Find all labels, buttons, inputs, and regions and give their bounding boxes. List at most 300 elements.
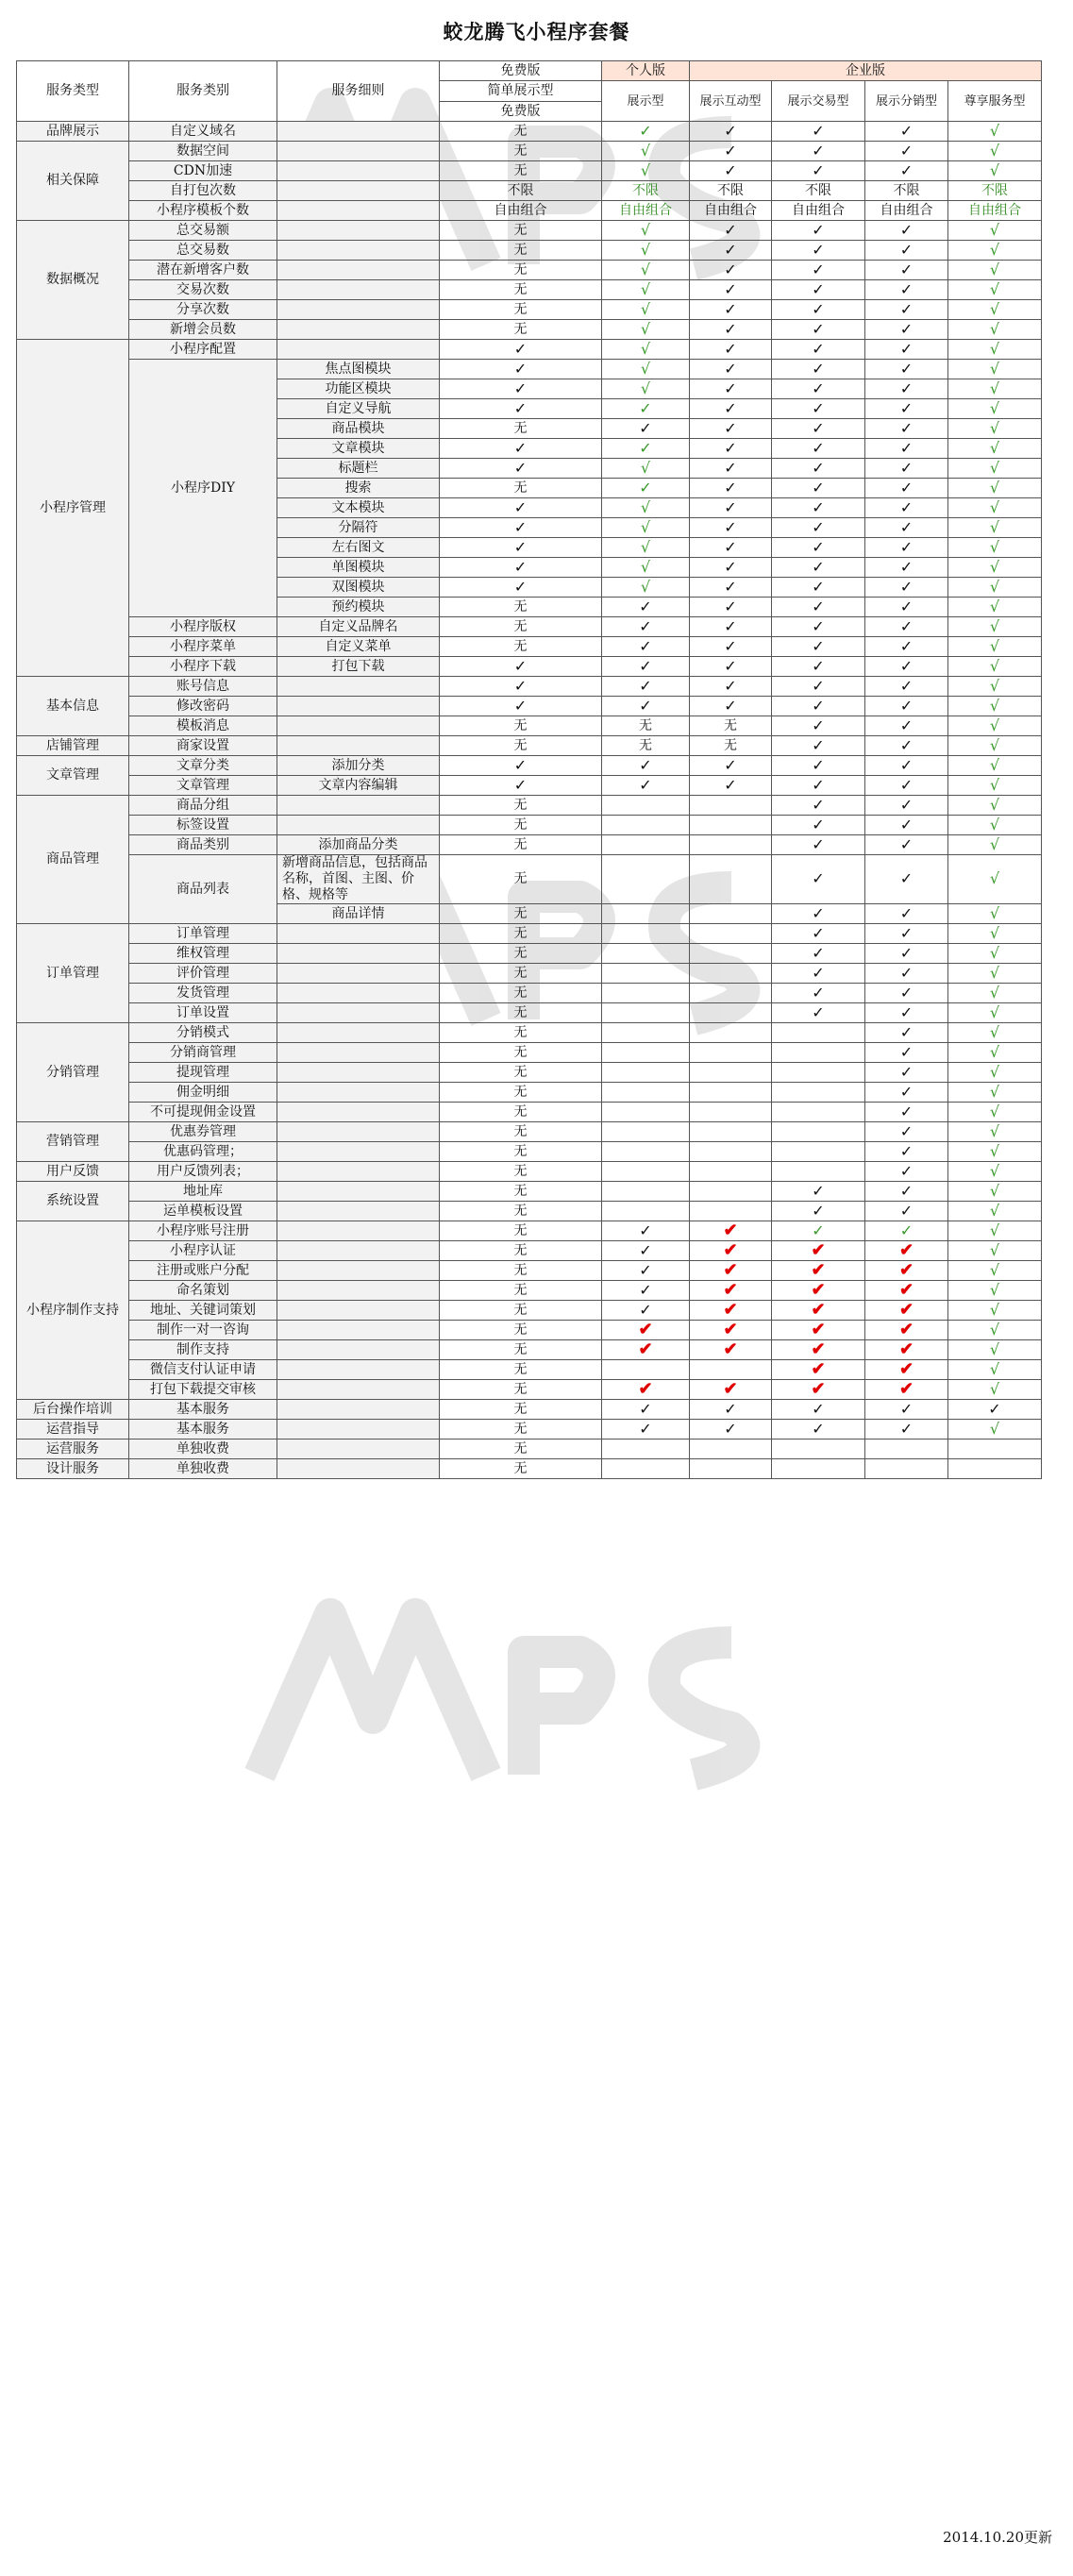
check-icon: √ <box>640 458 651 477</box>
service-type-cell: 用户反馈 <box>17 1162 129 1182</box>
check-icon: √ <box>640 299 651 318</box>
check-icon: √ <box>989 1141 1000 1160</box>
check-icon: ✓ <box>899 869 914 887</box>
table-row <box>17 1261 1042 1281</box>
feature-mark <box>690 637 772 657</box>
feature-mark <box>948 538 1042 558</box>
check-icon: √ <box>989 557 1000 576</box>
feature-mark <box>602 201 690 221</box>
service-category-cell: 小程序模板个数 <box>129 201 277 221</box>
feature-mark <box>440 558 602 578</box>
feature-mark <box>690 360 772 379</box>
feature-mark <box>602 1182 690 1202</box>
feature-mark <box>440 1142 602 1162</box>
feature-mark <box>948 1321 1042 1340</box>
feature-mark <box>440 1440 602 1459</box>
feature-mark <box>948 1360 1042 1380</box>
check-icon: ✓ <box>639 1240 652 1259</box>
feature-mark <box>865 904 948 924</box>
feature-mark <box>440 697 602 716</box>
check-icon: √ <box>989 577 1000 596</box>
service-detail-cell <box>277 697 440 716</box>
header-plan: 展示互动型 <box>690 81 772 122</box>
feature-mark <box>948 340 1042 360</box>
service-category-cell: 小程序DIY <box>129 360 277 617</box>
feature-mark <box>772 598 865 617</box>
check-icon: √ <box>989 795 1000 814</box>
check-icon: ✓ <box>899 1221 914 1239</box>
feature-mark <box>690 261 772 280</box>
feature-mark <box>772 241 865 261</box>
check-icon: ✓ <box>899 1419 914 1438</box>
table-row <box>17 1202 1042 1221</box>
check-icon: ✓ <box>812 577 825 596</box>
table-row <box>17 1221 1042 1241</box>
feature-mark <box>602 1261 690 1281</box>
check-icon: ✓ <box>812 497 825 516</box>
check-icon: ✓ <box>513 755 528 774</box>
feature-mark <box>948 716 1042 736</box>
service-detail-cell <box>277 1400 440 1420</box>
table-row <box>17 1380 1042 1400</box>
check-icon: √ <box>989 438 1000 457</box>
feature-mark <box>865 835 948 855</box>
check-icon: ✓ <box>812 220 825 239</box>
check-icon: √ <box>640 279 651 298</box>
service-detail-cell <box>277 320 440 340</box>
feature-mark <box>948 1459 1042 1479</box>
feature-mark <box>772 1261 865 1281</box>
feature-mark <box>602 796 690 816</box>
service-category-cell: 小程序账号注册 <box>129 1221 277 1241</box>
service-detail-cell <box>277 1202 440 1221</box>
check-icon: ✔ <box>898 1260 914 1280</box>
check-icon: √ <box>989 923 1000 942</box>
feature-mark <box>602 1459 690 1479</box>
service-type-cell: 数据概况 <box>17 221 129 340</box>
plan-value: 无 <box>513 1322 528 1338</box>
feature-mark <box>690 1261 772 1281</box>
check-icon: ✓ <box>724 517 737 536</box>
feature-mark <box>865 1182 948 1202</box>
feature-mark <box>440 1162 602 1182</box>
feature-mark <box>948 201 1042 221</box>
feature-mark <box>772 558 865 578</box>
feature-mark <box>948 161 1042 181</box>
check-icon: ✓ <box>724 438 737 457</box>
table-row <box>17 61 1042 81</box>
check-icon: ✓ <box>812 616 825 635</box>
check-icon: ✓ <box>639 418 652 437</box>
check-icon: √ <box>989 379 1000 397</box>
service-detail-cell <box>277 1122 440 1142</box>
check-icon: ✓ <box>812 903 825 922</box>
feature-mark <box>440 835 602 855</box>
feature-mark <box>690 280 772 300</box>
service-type-cell: 运营服务 <box>17 1440 129 1459</box>
feature-mark <box>602 538 690 558</box>
check-icon: ✓ <box>812 597 825 615</box>
service-type-cell: 设计服务 <box>17 1459 129 1479</box>
table-row <box>17 964 1042 984</box>
feature-mark <box>772 1142 865 1162</box>
check-icon: ✓ <box>812 557 825 576</box>
check-icon: ✓ <box>639 1300 652 1319</box>
service-detail-cell <box>277 1162 440 1182</box>
check-icon: √ <box>989 1102 1000 1120</box>
feature-mark <box>440 1202 602 1221</box>
table-row <box>17 776 1042 796</box>
table-row <box>17 1440 1042 1459</box>
service-detail-cell <box>277 1340 440 1360</box>
table-row <box>17 241 1042 261</box>
service-detail-cell: 双图模块 <box>277 578 440 598</box>
service-detail-cell: 文本模块 <box>277 498 440 518</box>
feature-mark <box>440 657 602 677</box>
feature-mark <box>690 657 772 677</box>
package-table <box>16 60 1042 1479</box>
header-service-category: 服务类别 <box>129 61 277 122</box>
feature-mark <box>602 558 690 578</box>
plan-value: 无 <box>724 737 737 753</box>
check-icon: ✓ <box>513 537 528 556</box>
feature-mark <box>772 1420 865 1440</box>
check-icon: ✔ <box>898 1379 914 1399</box>
check-icon: ✓ <box>899 983 914 1002</box>
check-icon: ✓ <box>513 438 528 457</box>
service-detail-cell: 单图模块 <box>277 558 440 578</box>
feature-mark <box>440 181 602 201</box>
check-icon: ✓ <box>639 696 652 715</box>
feature-mark <box>772 201 865 221</box>
feature-mark <box>602 697 690 716</box>
check-icon: √ <box>989 755 1000 774</box>
check-icon: ✓ <box>513 557 528 576</box>
feature-mark <box>440 598 602 617</box>
service-detail-cell <box>277 816 440 835</box>
check-icon: ✓ <box>639 398 652 417</box>
check-icon: ✓ <box>513 656 528 675</box>
service-category-cell: 评价管理 <box>129 964 277 984</box>
feature-mark <box>948 1103 1042 1122</box>
feature-mark <box>690 142 772 161</box>
check-icon: ✓ <box>812 537 825 556</box>
service-category-cell: 自定义域名 <box>129 122 277 142</box>
feature-mark <box>948 399 1042 419</box>
feature-mark <box>865 261 948 280</box>
feature-mark <box>772 1182 865 1202</box>
check-icon: √ <box>989 1062 1000 1081</box>
feature-mark <box>948 617 1042 637</box>
plan-value: 无 <box>513 1460 528 1476</box>
check-icon: ✓ <box>812 319 825 338</box>
feature-mark <box>772 122 865 142</box>
service-detail-cell: 标题栏 <box>277 459 440 479</box>
feature-mark <box>865 558 948 578</box>
check-icon: ✓ <box>724 260 737 278</box>
table-row <box>17 1301 1042 1321</box>
check-icon: √ <box>989 1300 1000 1319</box>
feature-mark <box>602 835 690 855</box>
feature-mark <box>690 1221 772 1241</box>
feature-mark <box>948 142 1042 161</box>
feature-mark <box>602 1122 690 1142</box>
feature-mark <box>772 439 865 459</box>
table-row <box>17 1122 1042 1142</box>
feature-mark <box>690 1321 772 1340</box>
table-row <box>17 637 1042 657</box>
feature-mark <box>865 1241 948 1261</box>
feature-mark <box>772 904 865 924</box>
feature-mark <box>440 1340 602 1360</box>
service-category-cell: 基本服务 <box>129 1400 277 1420</box>
feature-mark <box>690 617 772 637</box>
feature-mark <box>865 716 948 736</box>
check-icon: √ <box>989 121 1000 140</box>
feature-mark <box>690 241 772 261</box>
check-icon: √ <box>989 497 1000 516</box>
feature-mark <box>865 598 948 617</box>
check-icon: √ <box>989 983 1000 1002</box>
feature-mark <box>865 1321 948 1340</box>
feature-mark <box>772 379 865 399</box>
plan-value: 无 <box>513 281 528 297</box>
feature-mark <box>948 637 1042 657</box>
feature-mark <box>690 122 772 142</box>
service-category-cell: 单独收费 <box>129 1440 277 1459</box>
feature-mark <box>690 1142 772 1162</box>
table-row <box>17 1420 1042 1440</box>
check-icon: ✓ <box>899 418 914 437</box>
feature-mark <box>772 1360 865 1380</box>
check-icon: √ <box>989 418 1000 437</box>
feature-mark <box>690 756 772 776</box>
feature-mark <box>690 578 772 598</box>
feature-mark <box>865 1162 948 1182</box>
header-personal-edition: 个人版 <box>602 61 690 81</box>
check-icon: ✓ <box>724 1399 737 1418</box>
service-detail-cell: 添加分类 <box>277 756 440 776</box>
feature-mark <box>440 1083 602 1103</box>
table-row <box>17 1023 1042 1043</box>
feature-mark <box>865 419 948 439</box>
check-icon: √ <box>640 359 651 378</box>
table-row <box>17 1340 1042 1360</box>
service-detail-cell: 新增商品信息，包括商品名称，首图、主图、价格、规格等 <box>277 855 440 904</box>
check-icon: ✔ <box>638 1339 653 1359</box>
table-row <box>17 816 1042 835</box>
feature-mark <box>440 816 602 835</box>
feature-mark <box>772 261 865 280</box>
feature-mark <box>440 479 602 498</box>
service-category-cell: 命名策划 <box>129 1281 277 1301</box>
feature-mark <box>948 1003 1042 1023</box>
check-icon: ✓ <box>899 755 914 774</box>
plan-value: 无 <box>513 1084 528 1100</box>
feature-mark <box>440 1261 602 1281</box>
plan-value: 无 <box>513 925 528 941</box>
service-detail-cell: 搜索 <box>277 479 440 498</box>
feature-mark <box>440 1103 602 1122</box>
feature-mark <box>440 1063 602 1083</box>
check-icon: √ <box>640 379 651 397</box>
service-category-cell: 修改密码 <box>129 697 277 716</box>
feature-mark <box>865 280 948 300</box>
feature-mark <box>690 855 772 904</box>
check-icon: ✓ <box>899 260 914 278</box>
check-icon: ✓ <box>988 1399 1001 1418</box>
check-icon: √ <box>989 636 1000 655</box>
check-icon: ✔ <box>723 1260 738 1280</box>
feature-mark <box>690 598 772 617</box>
service-category-cell: 小程序版权 <box>129 617 277 637</box>
feature-mark <box>690 1459 772 1479</box>
service-category-cell: 佣金明细 <box>129 1083 277 1103</box>
check-icon: ✓ <box>639 676 652 695</box>
feature-mark <box>602 479 690 498</box>
feature-mark <box>772 1083 865 1103</box>
feature-mark <box>948 360 1042 379</box>
check-icon: ✓ <box>812 379 825 397</box>
check-icon: ✔ <box>811 1359 826 1379</box>
check-icon: ✔ <box>898 1359 914 1379</box>
check-icon: √ <box>640 517 651 536</box>
feature-mark <box>948 1142 1042 1162</box>
check-icon: ✓ <box>724 597 737 615</box>
check-icon: ✓ <box>812 795 825 814</box>
feature-mark <box>865 498 948 518</box>
check-icon: ✓ <box>899 735 914 754</box>
plan-value: 自由组合 <box>619 202 672 218</box>
check-icon: ✓ <box>724 478 737 497</box>
check-icon: √ <box>989 869 1000 887</box>
feature-mark <box>948 697 1042 716</box>
check-icon: √ <box>640 260 651 278</box>
check-icon: ✓ <box>724 636 737 655</box>
plan-value: 无 <box>513 1004 528 1020</box>
feature-mark <box>948 1400 1042 1420</box>
feature-mark <box>772 1321 865 1340</box>
feature-mark <box>602 855 690 904</box>
check-icon: ✓ <box>724 299 737 318</box>
service-detail-cell <box>277 736 440 756</box>
check-icon: ✓ <box>899 160 914 179</box>
service-detail-cell <box>277 1003 440 1023</box>
service-type-cell: 店铺管理 <box>17 736 129 756</box>
check-icon: √ <box>989 943 1000 962</box>
plan-value: 无 <box>513 123 528 139</box>
check-icon: ✓ <box>812 815 825 833</box>
feature-mark <box>772 637 865 657</box>
check-icon: ✔ <box>723 1240 738 1260</box>
service-category-cell: 自打包次数 <box>129 181 277 201</box>
feature-mark <box>690 1301 772 1321</box>
check-icon: ✓ <box>812 676 825 695</box>
service-detail-cell <box>277 340 440 360</box>
table-row <box>17 221 1042 241</box>
check-icon: ✓ <box>899 1121 914 1140</box>
service-detail-cell <box>277 261 440 280</box>
service-category-cell: 运单模板设置 <box>129 1202 277 1221</box>
feature-mark <box>865 1063 948 1083</box>
feature-mark <box>772 1459 865 1479</box>
feature-mark <box>440 796 602 816</box>
service-detail-cell <box>277 1063 440 1083</box>
feature-mark <box>948 1281 1042 1301</box>
feature-mark <box>602 399 690 419</box>
feature-mark <box>440 924 602 944</box>
check-icon: ✓ <box>812 141 825 160</box>
feature-mark <box>865 518 948 538</box>
feature-mark <box>948 320 1042 340</box>
feature-mark <box>440 578 602 598</box>
check-icon: √ <box>989 478 1000 497</box>
check-icon: ✓ <box>899 616 914 635</box>
feature-mark <box>602 598 690 617</box>
feature-mark <box>865 479 948 498</box>
service-detail-cell <box>277 716 440 736</box>
check-icon: ✓ <box>724 339 737 358</box>
service-detail-cell: 文章内容编辑 <box>277 776 440 796</box>
check-icon: ✓ <box>724 616 737 635</box>
service-detail-cell <box>277 1321 440 1340</box>
service-type-cell: 小程序制作支持 <box>17 1221 129 1400</box>
feature-mark <box>772 419 865 439</box>
check-icon: ✓ <box>899 656 914 675</box>
check-icon: √ <box>989 963 1000 982</box>
feature-mark <box>690 677 772 697</box>
check-icon: ✓ <box>812 478 825 497</box>
table-row <box>17 944 1042 964</box>
check-icon: ✓ <box>639 636 652 655</box>
table-row <box>17 320 1042 340</box>
feature-mark <box>690 1122 772 1142</box>
feature-mark <box>690 736 772 756</box>
check-icon: ✓ <box>812 1201 825 1220</box>
feature-mark <box>440 379 602 399</box>
feature-mark <box>602 181 690 201</box>
feature-mark <box>440 201 602 221</box>
table-row <box>17 261 1042 280</box>
feature-mark <box>865 320 948 340</box>
feature-mark <box>865 1142 948 1162</box>
plan-value: 无 <box>639 717 652 733</box>
check-icon: ✔ <box>811 1320 826 1339</box>
check-icon: √ <box>989 1121 1000 1140</box>
check-icon: ✓ <box>724 240 737 259</box>
service-category-cell: 地址库 <box>129 1182 277 1202</box>
check-icon: ✓ <box>724 557 737 576</box>
check-icon: ✓ <box>639 1260 652 1279</box>
feature-mark <box>440 677 602 697</box>
check-icon: ✓ <box>513 379 528 397</box>
feature-mark <box>440 637 602 657</box>
service-type-cell: 后台操作培训 <box>17 1400 129 1420</box>
table-row <box>17 300 1042 320</box>
feature-mark <box>690 1360 772 1380</box>
check-icon: √ <box>640 141 651 160</box>
check-icon: ✓ <box>899 1141 914 1160</box>
feature-mark <box>948 796 1042 816</box>
feature-mark <box>948 1083 1042 1103</box>
feature-mark <box>602 1281 690 1301</box>
service-category-cell: 总交易额 <box>129 221 277 241</box>
feature-mark <box>602 1162 690 1182</box>
check-icon: ✔ <box>811 1240 826 1260</box>
check-icon: ✓ <box>724 656 737 675</box>
feature-mark <box>690 1400 772 1420</box>
service-detail-cell <box>277 280 440 300</box>
